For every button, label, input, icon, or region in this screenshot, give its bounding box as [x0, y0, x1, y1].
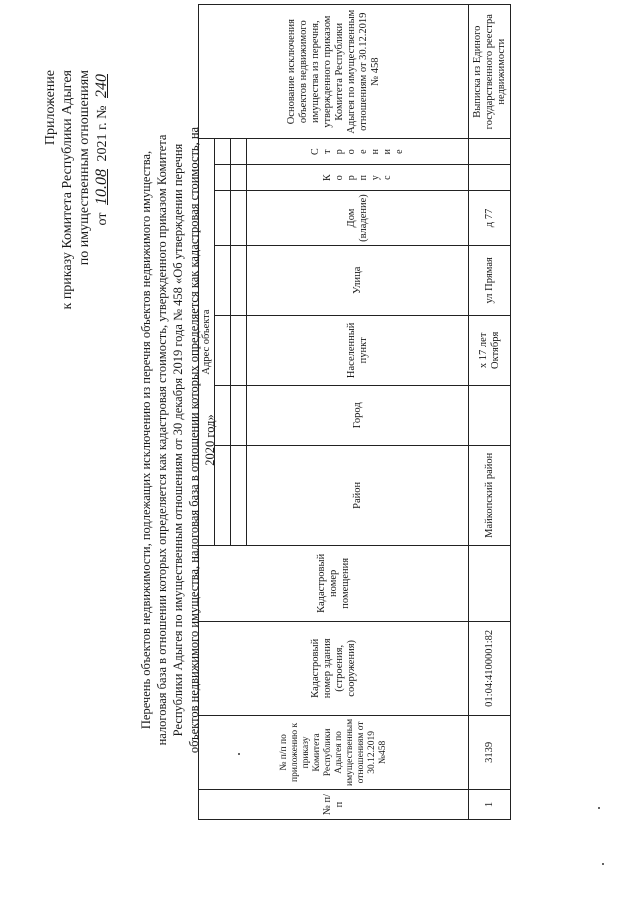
cell-district: Майкопский район: [469, 445, 511, 545]
cell-num-in-order: 3139: [469, 715, 511, 789]
appendix-date-line: [93, 70, 111, 370]
handwritten-date: 10.08: [93, 169, 110, 206]
cell-korpus: [469, 165, 511, 191]
blank-cell: [231, 245, 247, 315]
blank-cell: [215, 139, 231, 165]
blank-cell: [215, 191, 231, 246]
cell-stroenie: [469, 139, 511, 165]
header-street: Улица: [247, 245, 469, 315]
header-basis: Основание исключения объектов недвижимого имущества из перечня, утвержденного приказом Комитета Республики Адыгея по имущественным отношениям от 30.12.2019 № 458: [199, 5, 469, 139]
table-row: [469, 5, 511, 820]
cell-num: 1: [469, 790, 511, 820]
blank-cell: [215, 315, 231, 385]
cell-house: д 77: [469, 191, 511, 246]
date-prefix: от: [95, 212, 110, 226]
cell-settlement: х 17 лет Октября: [469, 315, 511, 385]
appendix-order-ref: к приказу Комитета Республики Адыгея: [60, 70, 75, 310]
cell-street: ул Прямая: [469, 245, 511, 315]
blank-cell: [231, 445, 247, 545]
header-cadastral-building: Кадастровый номер здания (строения, сооружения): [199, 621, 469, 715]
header-cadastral-room: Кадастровый номер помещения: [199, 545, 469, 621]
header-district: Район: [247, 445, 469, 545]
scan-speck: [238, 753, 240, 755]
handwritten-number: 240: [93, 74, 110, 98]
scan-speck: [598, 807, 600, 809]
year-suffix: 2021 г. №: [95, 105, 110, 162]
blank-cell: [215, 385, 231, 445]
objects-table: [198, 4, 511, 820]
header-address: Адрес объекта: [199, 139, 215, 546]
cell-cadastral-building: 01:04:4100001:82: [469, 621, 511, 715]
header-stroenie: Строение: [247, 139, 469, 165]
header-korpus: Корпус: [247, 165, 469, 191]
blank-cell: [215, 245, 231, 315]
blank-cell: [231, 165, 247, 191]
blank-cell: [231, 385, 247, 445]
blank-cell: [231, 191, 247, 246]
header-city: Город: [247, 385, 469, 445]
cell-city: [469, 385, 511, 445]
scan-speck: [602, 863, 604, 865]
header-num: № п/п: [199, 790, 469, 820]
header-house: Дом (владение): [247, 191, 469, 246]
cell-basis: Выписка из Единого государственного реестра недвижимости: [469, 5, 511, 139]
blank-cell: [231, 139, 247, 165]
blank-cell: [231, 315, 247, 385]
header-settlement: Населенный пункт: [247, 315, 469, 385]
blank-cell: [215, 165, 231, 191]
header-num-in-order: № п/п по приложению к приказу Комитета Республики Адыгея по имущественным отношениям от 30.12.2019 №458: [199, 715, 469, 789]
appendix-committee: по имущественным отношениям: [77, 70, 92, 266]
cell-cadastral-room: [469, 545, 511, 621]
appendix-block: [42, 70, 111, 370]
appendix-title: Приложение: [43, 70, 58, 146]
blank-cell: [215, 445, 231, 545]
header-row-1: [199, 5, 215, 820]
document-heading: Перечень объектов недвижимости, подлежащих исключению из перечня объектов недвижимого имущества, налоговая база в отношении которых определяется как кадастровая стоимость, утвержденного приказом Комитета Республики Адыгея по имущественным отношениям от 30 декабря 2019 года № 458 «Об утверждении перечня объектов недвижимого имущества, налоговая база в отношении которых определяется как кадастровая стоимость, на 2020 год»: [139, 126, 217, 754]
